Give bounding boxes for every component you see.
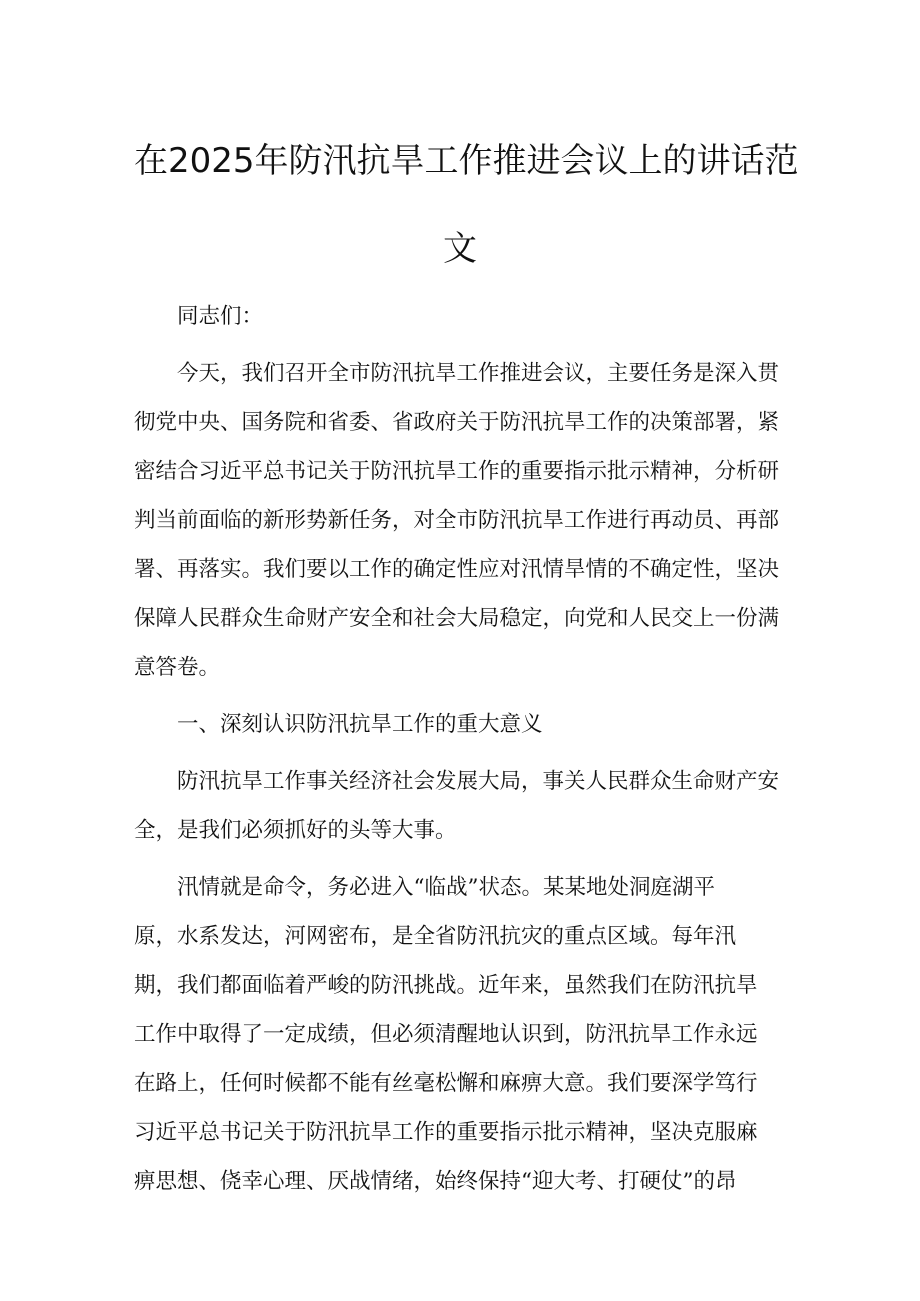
document-title-line-1: 在2025年防汛抗旱工作推进会议上的讲话范 — [134, 141, 799, 181]
paragraph-line: 期，我们都面临着严峻的防汛挑战。近年来，虽然我们在防汛抗旱 — [134, 973, 758, 998]
paragraph-line: 原，水系发达，河网密布，是全省防汛抗灾的重点区域。每年汛 — [134, 924, 737, 949]
paragraph-line: 痹思想、侥幸心理、厌战情绪，始终保持“迎大考、打硬仗”的昂 — [134, 1169, 737, 1194]
salutation: 同志们： — [177, 304, 264, 329]
section-1-paragraph-1: 防汛抗旱工作事关经济社会发展大局，事关人民群众生命财产安全，是我们必须抓好的头等大事。 — [134, 769, 780, 843]
paragraph-line: 汛情就是命令，务必进入“临战”状态。某某地处洞庭湖平 — [177, 875, 715, 900]
document-body — [134, 292, 786, 1206]
section-1-heading: 一、深刻认识防汛抗旱工作的重大意义 — [177, 712, 543, 737]
section-1-paragraph-2 — [134, 863, 786, 1206]
paragraph-line: 在路上，任何时候都不能有丝毫松懈和麻痹大意。我们要深学笃行 — [134, 1071, 758, 1096]
paragraph-line: 工作中取得了一定成绩，但必须清醒地认识到，防汛抗旱工作永远 — [134, 1022, 758, 1047]
intro-paragraph: 今天，我们召开全市防汛抗旱工作推进会议，主要任务是深入贯彻党中央、国务院和省委、省政府关于防汛抗旱工作的决策部署，紧密结合习近平总书记关于防汛抗旱工作的重要指示批示精神，分析研判当前面临的新形势新任务，对全市防汛抗旱工作进行再动员、再部署、再落实。我们要以工作的确定性应对汛情旱情的不确定性，坚决保障人民群众生命财产安全和社会大局稳定，向党和人民交上一份满意答卷。 — [134, 361, 780, 680]
paragraph-line: 习近平总书记关于防汛抗旱工作的重要指示批示精神，坚决克服麻 — [134, 1120, 758, 1145]
document-title-line-2: 文 — [443, 229, 477, 269]
